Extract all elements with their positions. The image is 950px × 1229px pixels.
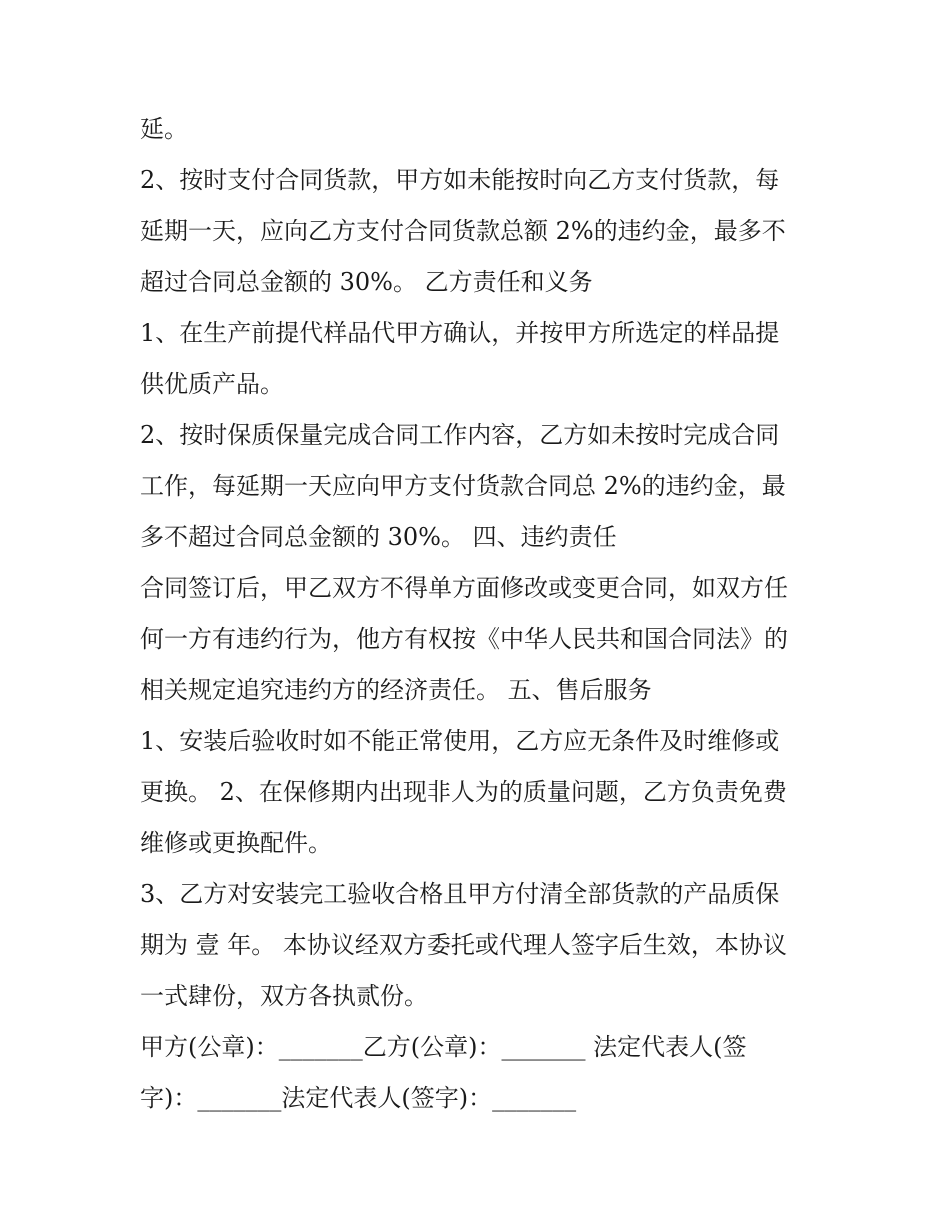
text-line: 供优质产品。 [140, 370, 284, 398]
text-line: 2、按时支付合同货款，甲方如未能按时向乙方支付货款，每 [140, 166, 780, 194]
text-line: 一式肆份，双方各执贰份。 [140, 982, 428, 1010]
text-line: 3、乙方对安装完工验收合格且甲方付清全部货款的产品质保 [140, 880, 780, 908]
text-line: 工作，每延期一天应向甲方支付货款合同总 2%的违约金，最 [140, 472, 786, 500]
text-line: 合同签订后，甲乙双方不得单方面修改或变更合同，如双方任 [140, 574, 788, 602]
text-line: 相关规定追究违约方的经济责任。 五、售后服务 [140, 676, 652, 704]
text-line: 1、在生产前提代样品代甲方确认，并按甲方所选定的样品提 [140, 319, 780, 347]
text-line: 何一方有违约行为，他方有权按《中华人民共和国合同法》的 [140, 625, 788, 653]
text-line: 延。 [140, 115, 188, 143]
text-line: 多不超过合同总金额的 30%。 四、违约责任 [140, 523, 617, 551]
text-line: 维修或更换配件。 [140, 829, 332, 857]
signature-line: 甲方(公章)：_______乙方(公章)：_______ 法定代表人(签 [140, 1033, 747, 1061]
text-line: 超过合同总金额的 30%。 乙方责任和义务 [140, 268, 593, 296]
text-line: 2、按时保质保量完成合同工作内容，乙方如未按时完成合同 [140, 421, 780, 449]
signature-line: 字)：_______法定代表人(签字)：_______ [140, 1084, 577, 1112]
text-line: 更换。 2、在保修期内出现非人为的质量问题，乙方负责免费 [140, 778, 787, 806]
text-line: 延期一天，应向乙方支付合同货款总额 2%的违约金，最多不 [140, 217, 786, 245]
document-body [140, 104, 830, 1124]
text-line: 期为 壹 年。 本协议经双方委托或代理人签字后生效，本协议 [140, 931, 787, 959]
text-line: 1、安装后验收时如不能正常使用，乙方应无条件及时维修或 [140, 727, 780, 755]
